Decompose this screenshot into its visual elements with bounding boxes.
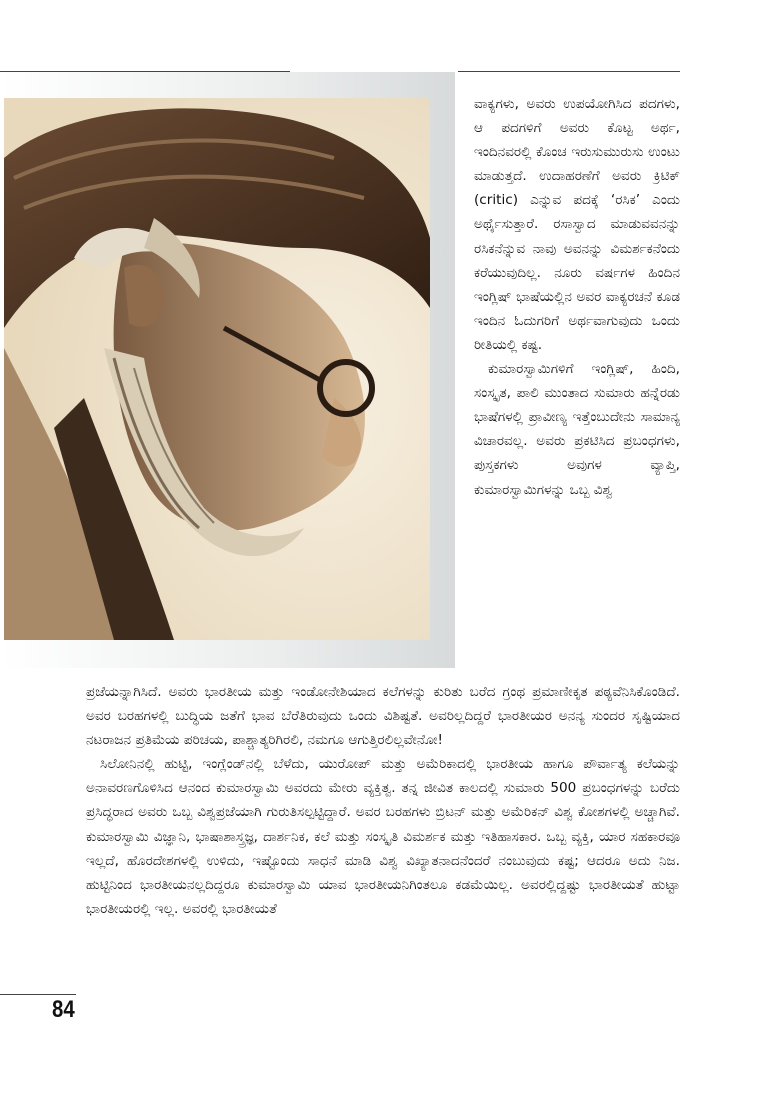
portrait-photo: [4, 98, 430, 640]
side-paragraph-1: ವಾಕ್ಯಗಳು, ಅವರು ಉಪಯೋಗಿಸಿದ ಪದಗಳು, ಆ ಪದಗಳಿಗೆ ಅವರು ಕೊಟ್ಟ ಅರ್ಥ, ಇಂದಿನವರಲ್ಲಿ ಕೊಂಚ ಇರುಸುಮುರುಸು ಉಂಟು ಮಾಡುತ್ತದೆ. ಉದಾಹರಣೆಗೆ ಅವರು ಕ್ರಿಟಿಕ್ (critic) ಎನ್ನುವ ಪದಕ್ಕೆ ‘ರಸಿಕ’ ಎಂದು ಅರ್ಥೈಸುತ್ತಾರೆ. ರಸಾಸ್ವಾದ ಮಾಡುವವನನ್ನು ರಸಿಕನೆನ್ನುವ ನಾವು ಅವನನ್ನು ವಿಮರ್ಶಕನೆಂದು ಕರೆಯುವುದಿಲ್ಲ. ನೂರು ವರ್ಷಗಳ ಹಿಂದಿನ ಇಂಗ್ಲಿಷ್ ಭಾಷೆಯಲ್ಲಿನ ಅವರ ವಾಕ್ಯರಚನೆ ಕೂಡ ಇಂದಿನ ಓದುಗರಿಗೆ ಅರ್ಥವಾಗುವುದು ಒಂದು ರೀತಿಯಲ್ಲಿ ಕಷ್ಟ.: [474, 96, 680, 353]
footer-rule: [0, 994, 76, 995]
side-column-text: [474, 92, 680, 502]
full-paragraph-continuation: ಪ್ರಜೆಯನ್ನಾಗಿಸಿದೆ. ಅವರು ಭಾರತೀಯ ಮತ್ತು ಇಂಡೋನೇಶಿಯಾದ ಕಲೆಗಳನ್ನು ಕುರಿತು ಬರೆದ ಗ್ರಂಥ ಪ್ರಮಾಣೀಕೃತ ಪಠ್ಯವೆನಿಸಿಕೊಂಡಿದೆ. ಅವರ ಬರಹಗಳಲ್ಲಿ ಬುದ್ಧಿಯ ಜತೆಗೆ ಭಾವ ಬೆರೆತಿರುವುದು ಒಂದು ವಿಶಿಷ್ಟತೆ. ಅವರಿಲ್ಲದಿದ್ದರೆ ಭಾರತೀಯರ ಅನನ್ಯ ಸುಂದರ ಸೃಷ್ಟಿಯಾದ ನಟರಾಜನ ಪ್ರತಿಮೆಯ ಪರಿಚಯ, ಪಾಶ್ಚಾತ್ಯರಿಗಿರಲಿ, ನಮಗೂ ಆಗುತ್ತಿರಲಿಲ್ಲವೇನೋ!: [86, 684, 680, 749]
full-width-text: [86, 680, 680, 921]
page-number: 84: [52, 996, 75, 1023]
portrait-illustration: [4, 98, 430, 640]
top-rule-right: [458, 71, 680, 72]
side-paragraph-2: ಕುಮಾರಸ್ವಾಮಿಗಳಿಗೆ ಇಂಗ್ಲಿಷ್, ಹಿಂದಿ, ಸಂಸ್ಕೃತ, ಪಾಲಿ ಮುಂತಾದ ಸುಮಾರು ಹನ್ನೆರಡು ಭಾಷೆಗಳಲ್ಲಿ ಪ್ರಾವೀಣ್ಯ ಇತ್ತೆಂಬುದೇನು ಸಾಮಾನ್ಯ ವಿಚಾರವಲ್ಲ. ಅವರು ಪ್ರಕಟಿಸಿದ ಪ್ರಬಂಧಗಳು, ಪುಸ್ತಕಗಳು ಅವುಗಳ ವ್ಯಾಪ್ತಿ, ಕುಮಾರಸ್ವಾಮಿಗಳನ್ನು ಒಬ್ಬ ವಿಶ್ವ: [474, 361, 680, 498]
full-paragraph-3: ಸಿಲೋನಿನಲ್ಲಿ ಹುಟ್ಟಿ, ಇಂಗ್ಲೆಂಡ್‌ನಲ್ಲಿ ಬೆಳೆದು, ಯುರೋಪ್ ಮತ್ತು ಅಮೆರಿಕಾದಲ್ಲಿ ಭಾರತೀಯ ಹಾಗೂ ಪೌರ್ವಾತ್ಯ ಕಲೆಯನ್ನು ಅನಾವರಣಗೊಳಿಸಿದ ಆನಂದ ಕುಮಾರಸ್ವಾಮಿ ಅವರದು ಮೇರು ವ್ಯಕ್ತಿತ್ವ. ತನ್ನ ಜೀವಿತ ಕಾಲದಲ್ಲಿ ಸುಮಾರು 500 ಪ್ರಬಂಧಗಳನ್ನು ಬರೆದು ಪ್ರಸಿದ್ಧರಾದ ಅವರು ಒಬ್ಬ ವಿಶ್ವಪ್ರಜೆಯಾಗಿ ಗುರುತಿಸಲ್ಪಟ್ಟಿದ್ದಾರೆ. ಅವರ ಬರಹಗಳು ಬ್ರಿಟನ್ ಮತ್ತು ಅಮೆರಿಕನ್ ವಿಶ್ವ ಕೋಶಗಳಲ್ಲಿ ಅಚ್ಚಾಗಿವೆ. ಕುಮಾರಸ್ವಾಮಿ ವಿಜ್ಞಾನಿ, ಭಾಷಾಶಾಸ್ತ್ರಜ್ಞ, ದಾರ್ಶನಿಕ, ಕಲೆ ಮತ್ತು ಸಂಸ್ಕೃತಿ ವಿಮರ್ಶಕ ಮತ್ತು ಇತಿಹಾಸಕಾರ. ಒಬ್ಬ ವ್ಯಕ್ತಿ, ಯಾರ ಸಹಕಾರವೂ ಇಲ್ಲದೆ, ಹೊರದೇಶಗಳಲ್ಲಿ ಉಳಿದು, ಇಷ್ಟೊಂದು ಸಾಧನೆ ಮಾಡಿ ವಿಶ್ವ ವಿಖ್ಯಾತನಾದನೆಂದರೆ ನಂಬುವುದು ಕಷ್ಟ; ಆದರೂ ಅದು ನಿಜ. ಹುಟ್ಟಿನಿಂದ ಭಾರತೀಯನಲ್ಲದಿದ್ದರೂ ಕುಮಾರಸ್ವಾಮಿ ಯಾವ ಭಾರತೀಯನಿಗಿಂತಲೂ ಕಡಮೆಯಿಲ್ಲ. ಅವರಲ್ಲಿದ್ದಷ್ಟು ಭಾರತೀಯತೆ ಹುಟ್ಟಾ ಭಾರತೀಯರಲ್ಲಿ ಇಲ್ಲ. ಅವರಲ್ಲಿ ಭಾರತೀಯತೆ: [86, 756, 680, 917]
